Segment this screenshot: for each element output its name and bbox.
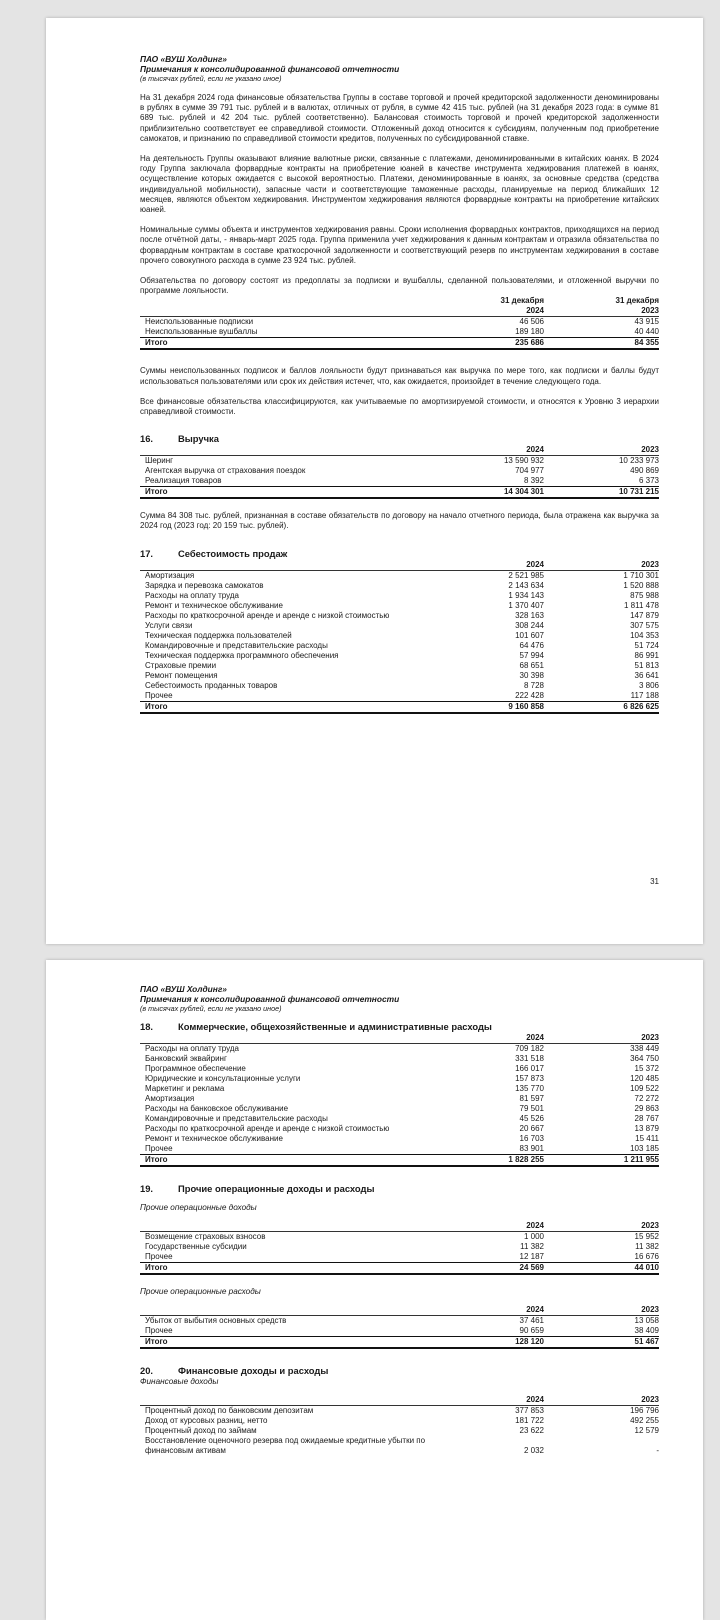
table-row: [140, 1084, 659, 1094]
total-row: [140, 487, 659, 499]
section-title: Себестоимость продаж: [178, 547, 288, 559]
page-number: 31: [650, 877, 659, 886]
cell-value: 30 398: [519, 670, 544, 680]
cell-value: 235 686: [429, 338, 544, 350]
cell-value: 57 994: [519, 650, 544, 660]
row-label: Зарядка и перевозка самокатов: [145, 580, 264, 590]
table-row: [140, 466, 659, 476]
table-row: [140, 1054, 659, 1064]
table-row: [140, 1134, 659, 1144]
column-header: 2023: [641, 559, 659, 569]
paragraph-contract-liabilities: Обязательства по договору состоят из предоплаты за подписки и вушбаллы, сделанной пользователями, и отложенной выручки по программе лояльности.: [140, 276, 659, 296]
row-label: Командировочные и представительские расходы: [145, 640, 328, 650]
cell-value: 81 597: [519, 1094, 544, 1103]
cell-value: 147 879: [630, 610, 659, 620]
row-label: Итого: [140, 1155, 429, 1167]
table-row: [140, 327, 659, 338]
table-row: [140, 1436, 659, 1456]
table-header: [140, 560, 659, 571]
cell-value: 23 622: [519, 1426, 544, 1435]
table-header: [140, 1305, 659, 1316]
cell-value: 875 988: [630, 590, 659, 600]
cost-of-sales-table: [140, 560, 659, 714]
table-row: [140, 1252, 659, 1263]
row-label: Ремонт и техническое обслуживание: [145, 600, 283, 610]
cell-value: 51 813: [634, 660, 659, 670]
cell-value: 101 607: [515, 630, 544, 640]
cell-value: 90 659: [519, 1326, 544, 1335]
cell-value: 709 182: [429, 1044, 544, 1055]
cell-value: 37 461: [429, 1316, 544, 1327]
row-label: Расходы по краткосрочной аренде и аренде с низкой стоимостью: [145, 1124, 390, 1133]
cell-value: 38 409: [634, 1326, 659, 1335]
row-label: Итого: [140, 487, 429, 499]
cell-value: 51 467: [544, 1337, 659, 1349]
cell-value: 84 355: [544, 338, 659, 350]
cell-value: 9 160 858: [429, 701, 544, 713]
paragraph-revenue-note: Сумма 84 308 тыс. рублей, признанная в составе обязательств по договору на начало отчетного периода, была отражена как выручка за 2024 год (2023 год: 20 159 тыс. рублей).: [140, 511, 659, 531]
row-label: Техническая поддержка пользователей: [145, 630, 292, 640]
section-title: Прочие операционные доходы и расходы: [178, 1183, 375, 1194]
row-label: Процентный доход по банковским депозитам: [140, 1406, 429, 1417]
column-header: 2023: [641, 445, 659, 455]
finance-income-table: [140, 1395, 659, 1456]
cell-value: 16 676: [634, 1252, 659, 1261]
cell-value: 128 120: [429, 1337, 544, 1349]
table-header: [140, 306, 659, 317]
column-header: 2024: [526, 1033, 544, 1042]
column-header: 2024: [526, 1395, 544, 1404]
other-operating-income-table: [140, 1221, 659, 1275]
column-header: 2024: [526, 1305, 544, 1314]
cell-value: 364 750: [630, 1054, 659, 1063]
subsection-title: Прочие операционные расходы: [140, 1287, 261, 1296]
row-label: Амортизация: [140, 570, 429, 581]
row-label: Шеринг: [140, 456, 429, 467]
cell-value: 157 873: [515, 1074, 544, 1083]
section-title: Выручка: [178, 433, 219, 445]
row-label: Государственные субсидии: [145, 1242, 247, 1251]
table-row: [140, 611, 659, 621]
cell-value: 308 244: [515, 620, 544, 630]
row-label: Убыток от выбытия основных средств: [140, 1316, 429, 1327]
table-row: [140, 651, 659, 661]
row-label: Итого: [140, 701, 429, 713]
cell-value: 135 770: [515, 1084, 544, 1093]
table-header: [140, 1221, 659, 1232]
section-heading-18: [140, 1021, 659, 1033]
cell-value: 13 879: [634, 1124, 659, 1133]
cell-value: 64 476: [519, 640, 544, 650]
table-row: [140, 1094, 659, 1104]
cell-value: 181 722: [515, 1416, 544, 1425]
contract-liabilities-table: [140, 296, 659, 350]
cell-value: 490 869: [630, 466, 659, 476]
row-label: Итого: [140, 1263, 429, 1275]
column-header: 2024: [526, 445, 544, 455]
paragraph-unused-subscriptions: Суммы неиспользованных подписок и баллов лояльности будут признаваться как выручка по мере того, как подписки и баллы будут использоваться пользователями или срок их действия истечет, что, как ожидается, произойдет в течение следующего года.: [140, 366, 659, 386]
cell-value: 166 017: [515, 1064, 544, 1073]
table-row: [140, 581, 659, 591]
cell-value: 189 180: [515, 327, 544, 337]
cell-value: 2 032: [523, 1446, 544, 1455]
table-row: [140, 1242, 659, 1252]
table-header: [140, 296, 659, 306]
column-header: 31 декабря: [500, 296, 544, 306]
cell-value: 1 710 301: [544, 570, 659, 581]
cell-value: 72 272: [634, 1094, 659, 1103]
cell-value: 704 977: [515, 466, 544, 476]
cell-value: 12 187: [519, 1252, 544, 1261]
cell-value: 28 767: [634, 1114, 659, 1123]
row-label: Юридические и консультационные услуги: [145, 1074, 301, 1083]
section-number: 16.: [140, 433, 154, 445]
table-row: [140, 671, 659, 681]
cell-value: 15 952: [544, 1232, 659, 1243]
company-name: ПАО «ВУШ Холдинг»: [140, 984, 227, 994]
cell-value: 15 411: [635, 1134, 659, 1143]
table-row: [140, 661, 659, 671]
cell-value: 11 382: [520, 1242, 544, 1251]
table-row: [140, 641, 659, 651]
table-row: [140, 601, 659, 611]
table-row: [140, 1144, 659, 1155]
section-heading-17: [140, 548, 659, 560]
row-label: Прочее: [145, 1252, 173, 1261]
cell-value: 43 915: [544, 317, 659, 328]
cell-value: 120 485: [630, 1074, 659, 1083]
cell-value: 13 590 932: [429, 456, 544, 467]
row-label: Амортизация: [145, 1094, 195, 1103]
cell-value: 8 392: [523, 476, 544, 486]
cell-value: 15 372: [634, 1064, 659, 1073]
row-label: Прочее: [145, 1326, 173, 1335]
cell-value: 16 703: [519, 1134, 544, 1143]
subsection-title: Прочие операционные доходы: [140, 1203, 257, 1212]
table-row: [140, 1316, 659, 1327]
cell-value: 1 828 255: [429, 1155, 544, 1167]
cell-value: 377 853: [429, 1406, 544, 1417]
cell-value: 1 211 955: [544, 1155, 659, 1167]
paragraph-fair-value-level: Все финансовые обязательства классифицируются, как учитываемые по амортизируемой стоимости, и относятся к Уровню 3 иерархии справедливой стоимости.: [140, 396, 659, 417]
table-row: [140, 1114, 659, 1124]
cell-value: 307 575: [630, 620, 659, 630]
table-row: [140, 570, 659, 581]
cell-value: 328 163: [515, 610, 544, 620]
cell-value: 222 428: [515, 690, 544, 700]
table-header: [140, 1395, 659, 1406]
cell-value: 10 233 973: [544, 456, 659, 467]
row-label: Расходы на оплату труда: [140, 1044, 429, 1055]
table-row: [140, 1064, 659, 1074]
row-label: Доход от курсовых разниц, нетто: [145, 1416, 268, 1425]
section-number: 18.: [140, 1021, 154, 1032]
cell-value: 6 373: [638, 476, 659, 486]
cell-value: 2 521 985: [429, 570, 544, 581]
table-row: [140, 1044, 659, 1055]
column-header: 2024: [526, 1221, 544, 1230]
row-label: Неиспользованные подписки: [140, 317, 429, 328]
section-number: 17.: [140, 547, 154, 559]
column-header: 2023: [641, 1221, 659, 1230]
units-note: (в тысячах рублей, если не указано иное): [140, 74, 282, 83]
cell-value: 86 991: [634, 650, 659, 660]
cell-value: 11 382: [635, 1242, 659, 1251]
row-label: Техническая поддержка программного обеспечения: [145, 650, 339, 660]
cell-value: 10 731 215: [544, 487, 659, 499]
cell-value: -: [656, 1446, 659, 1455]
sga-expenses-table: [140, 1033, 659, 1167]
row-label: Расходы на банковское обслуживание: [145, 1104, 289, 1113]
cell-value: 79 501: [519, 1104, 544, 1113]
table-header: [140, 445, 659, 456]
cell-value: 492 255: [630, 1416, 659, 1425]
table-row: [140, 1124, 659, 1134]
column-header: 2023: [641, 306, 659, 316]
row-label: Прочее: [145, 1144, 173, 1153]
cell-value: 117 188: [630, 690, 659, 700]
cell-value: 68 651: [519, 660, 544, 670]
row-label: Агентская выручка от страхования поездок: [145, 466, 306, 476]
total-row: [140, 701, 659, 713]
table-row: [140, 476, 659, 487]
table-row: [140, 1406, 659, 1417]
cell-value: 196 796: [544, 1406, 659, 1417]
row-label: Услуги связи: [145, 620, 193, 630]
cell-value: 3 806: [638, 680, 659, 690]
table-row: [140, 1416, 659, 1426]
cell-value: 338 449: [544, 1044, 659, 1055]
section-title: Финансовые доходы и расходы: [178, 1365, 329, 1376]
cell-value: 46 506: [429, 317, 544, 328]
cell-value: 1 520 888: [623, 580, 659, 590]
total-row: [140, 338, 659, 350]
cell-value: 44 010: [544, 1263, 659, 1275]
row-label: Маркетинг и реклама: [145, 1084, 225, 1093]
notes-title: Примечания к консолидированной финансовой отчетности: [140, 994, 400, 1004]
paragraph-payables: На 31 декабря 2024 года финансовые обязательства Группы в составе торговой и прочей кредиторской задолженности деноминированы в рублях в сумме 39 791 тыс. рублей и в валютах, отличных от рубля, в сумме 42 415 тыс. рублей (на 31 декабря 2023 года: в сумме 81 689 тыс. рублей и 42 204 тыс. рублей соответственно). Балансовая стоимость торговой и прочей кредиторской задолженности приблизительно соответствует ее справедливой стоимости. Отложенный доход относится к субсидиям, полученным под приобретение самокатов, и признанию по справедливой стоимости кредитов, полученных по субсидированной ставке.: [140, 93, 659, 143]
revenue-table: [140, 445, 659, 499]
total-row: [140, 1337, 659, 1349]
total-row: [140, 1263, 659, 1275]
cell-value: 1 811 478: [624, 600, 659, 610]
row-label: Неиспользованные вушбаллы: [145, 327, 258, 337]
cell-value: 109 522: [630, 1084, 659, 1093]
cell-value: 45 526: [519, 1114, 544, 1123]
column-header: 2024: [526, 559, 544, 569]
cell-value: 51 724: [634, 640, 659, 650]
table-row: [140, 1104, 659, 1114]
document-page-31: [46, 18, 703, 944]
row-label: Прочее: [145, 690, 173, 700]
table-row: [140, 1326, 659, 1337]
table-header: [140, 1033, 659, 1044]
paragraph-hedging: Номинальные суммы объекта и инструментов хеджирования равны. Сроки исполнения форвардных контрактов, приходящихся на период после отчётной даты, - январь-март 2025 года. Группа применила учет хеджирования к данным контрактам и отразила обязательства по форвардным контрактам в составе краткосрочной задолженности и соответствующий резерв по инструментам хеджирования в составе прочего совокупного расхода в сумме 23 924 тыс. рублей.: [140, 225, 659, 265]
cell-value: 83 901: [519, 1144, 544, 1153]
row-label: Себестоимость проданных товаров: [145, 680, 278, 690]
section-heading-20: [140, 1365, 659, 1377]
cell-value: 24 569: [429, 1263, 544, 1275]
units-note: (в тысячах рублей, если не указано иное): [140, 1004, 282, 1013]
row-label: Ремонт и техническое обслуживание: [145, 1134, 283, 1143]
cell-value: 104 353: [630, 630, 659, 640]
cell-value: 20 667: [519, 1124, 544, 1133]
section-heading-19: [140, 1183, 659, 1195]
document-page-32: [46, 960, 703, 1620]
table-row: [140, 1232, 659, 1243]
table-row: [140, 691, 659, 702]
subsection-title: Финансовые доходы: [140, 1377, 219, 1386]
cell-value: 14 304 301: [429, 487, 544, 499]
cell-value: 331 518: [515, 1054, 544, 1063]
table-row: [140, 591, 659, 601]
table-row: [140, 456, 659, 467]
cell-value: 36 641: [634, 670, 659, 680]
row-label: Итого: [140, 338, 429, 350]
notes-title: Примечания к консолидированной финансовой отчетности: [140, 64, 400, 74]
row-label: Командировочные и представительские расходы: [145, 1114, 328, 1123]
section-heading-16: [140, 433, 659, 445]
paragraph-currency-risk: На деятельность Группы оказывают влияние валютные риски, связанные с платежами, деноминированными в китайских юанях. В 2024 году Группа заключала форвардные контракты на приобретение юаней в качестве инструмента хеджирования платежей в юанях, осуществление которых ожидается с высокой вероятностью. Платежи, деноминированные в юанях, за основные средства (средства индивидуальной мобильности), запасные части и соответствующие таможенные расходы, планируемые на период ближайших 12 месяцев, являются объектом хеджирования. Инструментом хеджирования являются форвардные контракты на приобретение китайских юаней.: [140, 154, 659, 215]
table-row: [140, 681, 659, 691]
row-label: Реализация товаров: [145, 476, 222, 486]
cell-value: 1 934 143: [508, 590, 544, 600]
column-header: 2023: [641, 1395, 659, 1404]
cell-value: 1 370 407: [508, 600, 544, 610]
cell-value: 29 863: [634, 1104, 659, 1113]
column-header: 2023: [641, 1305, 659, 1314]
cell-value: 13 058: [544, 1316, 659, 1327]
section-number: 20.: [140, 1365, 154, 1376]
cell-value: 2 143 634: [508, 580, 544, 590]
column-header: 2023: [641, 1033, 659, 1042]
table-row: [140, 1426, 659, 1436]
column-header: 31 декабря: [615, 296, 659, 306]
table-row: [140, 621, 659, 631]
cell-value: 40 440: [634, 327, 659, 337]
row-label: Банковский эквайринг: [145, 1054, 227, 1063]
table-row: [140, 1074, 659, 1084]
cell-value: 1 000: [429, 1232, 544, 1243]
table-row: [140, 317, 659, 328]
company-name: ПАО «ВУШ Холдинг»: [140, 54, 227, 64]
row-label: Процентный доход по займам: [145, 1426, 257, 1435]
column-header: 2024: [526, 306, 544, 316]
cell-value: 6 826 625: [544, 701, 659, 713]
row-label: Страховые премии: [145, 660, 217, 670]
cell-value: 103 185: [630, 1144, 659, 1153]
cell-value: 12 579: [634, 1426, 659, 1435]
row-label: Ремонт помещения: [145, 670, 218, 680]
row-label: Расходы на оплату труда: [145, 590, 240, 600]
table-row: [140, 631, 659, 641]
row-label: Расходы по краткосрочной аренде и аренде с низкой стоимостью: [145, 610, 390, 620]
section-number: 19.: [140, 1183, 154, 1194]
row-label: Возмещение страховых взносов: [140, 1232, 429, 1243]
total-row: [140, 1155, 659, 1167]
section-title: Коммерческие, общехозяйственные и административные расходы: [178, 1021, 492, 1032]
row-label: Итого: [140, 1337, 429, 1349]
cell-value: 8 728: [523, 680, 544, 690]
row-label: Программное обеспечение: [145, 1064, 246, 1073]
row-label: Восстановление оценочного резерва под ожидаемые кредитные убытки по финансовым активам: [145, 1436, 426, 1455]
other-operating-expenses-table: [140, 1305, 659, 1349]
